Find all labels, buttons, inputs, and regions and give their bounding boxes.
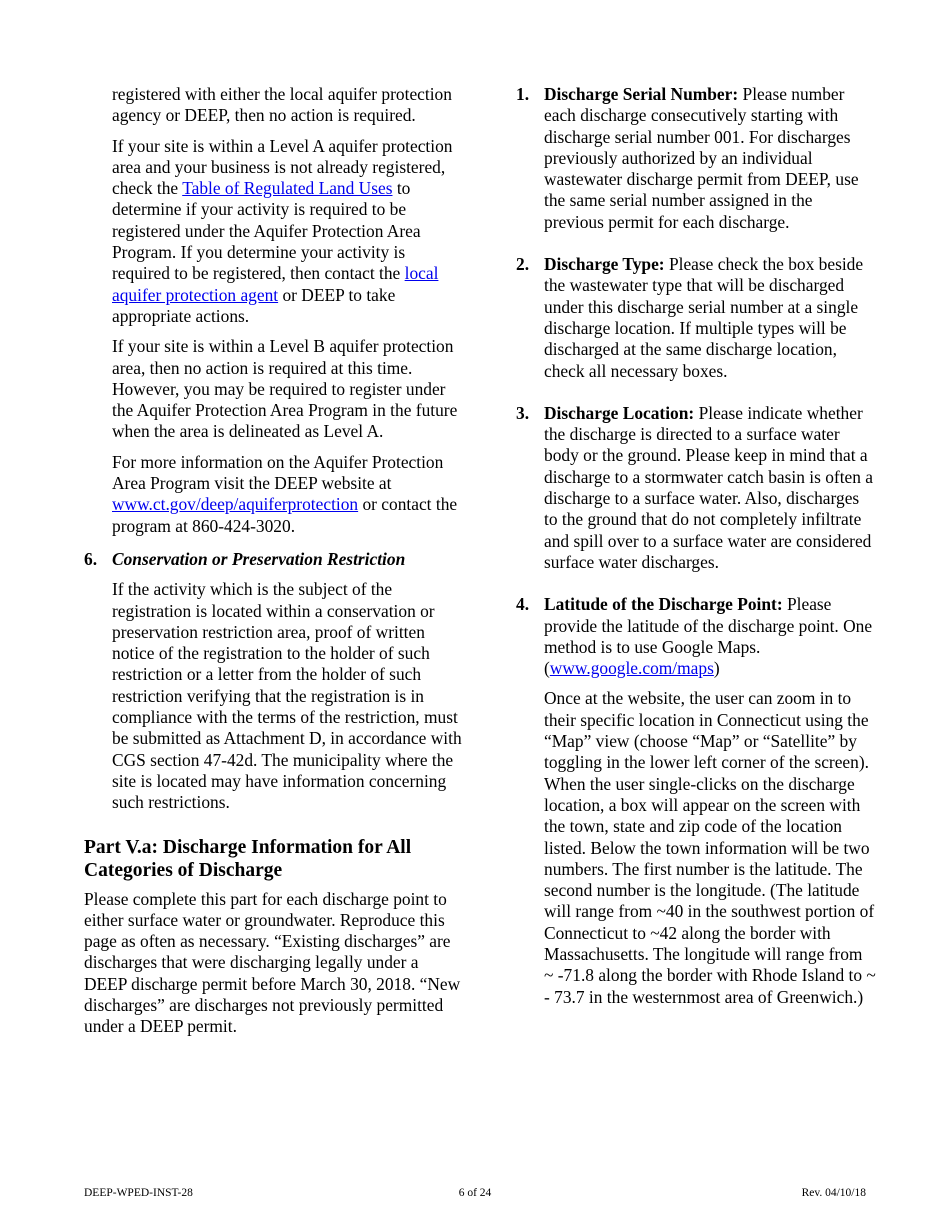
footer-doc-id: DEEP-WPED-INST-28 (84, 1187, 193, 1199)
item-4-number: 4. (516, 594, 530, 615)
level-a-paragraph: If your site is within a Level A aquifer protection area and your business is not already registered, check the Table of Regulated Land Uses to determine if your activity is required to be registered under the Aquifer Protection Area Program. If you determine your activity is required to be registered, then contact the local aquifer protection agent or DEEP to take appropriate actions. (112, 135, 453, 326)
item-3-text: Discharge Location: Please indicate whether the discharge is directed to a surface water body or the ground. Please keep in mind that a discharge to a stormwater catch basin is often a discharge to a surface water. Also, discharges to the ground that do not completely infiltrate and spill over to a surface water are considered surface water discharges. (544, 402, 874, 572)
instruction-item-2 (516, 254, 876, 382)
item-2-text: Discharge Type: Please check the box beside the wastewater type that will be discharged under this discharge serial number at a single discharge location. If multiple types will be discharged at the same discharge location, check all necessary boxes. (544, 254, 864, 381)
part-va-body: Please complete this part for each discharge point to either surface water or groundwater. Reproduce this page as often as necessary. “Existing discharges” are discharges that were discharging legally under a DEEP discharge permit before March 30, 2018. “New discharges” are discharges not previously permitted under a DEEP permit. (84, 888, 461, 1037)
item-4-paragraph: Once at the website, the user can zoom in to their specific location in Connecticut using the “Map” view (choose “Map” or “Satellite” by toggling in the lower left corner of the screen). When the user single-clicks on the discharge location, a box will appear on the screen with the town, state and zip code of the location listed. Below the town information will be two numbers. The first number is the latitude. The second number is the longitude. (The latitude will range from ~40 in the southwest portion of Connecticut to ~42 along the border with Massachusetts. The longitude will range from ~ -71.8 along the border with Rhode Island to ~ - 73.7 in the westernmost area of Greenwich.) (544, 688, 876, 1007)
left-column (84, 84, 464, 1038)
right-column (516, 84, 876, 1008)
item-2-title: Discharge Type: (544, 254, 665, 275)
instruction-item-4 (516, 594, 876, 1008)
part-va-heading: Part V.a: Discharge Information for All Categories of Discharge (84, 836, 412, 881)
section-6-title: Conservation or Preservation Restriction (112, 548, 406, 569)
item-3-title: Discharge Location: (544, 402, 695, 423)
item-2-number: 2. (516, 254, 530, 275)
local-aquifer-protection-agent-link[interactable]: local aquifer protection agent (112, 263, 439, 305)
item-1-number: 1. (516, 84, 530, 104)
aquifer-protection-website-link[interactable]: www.ct.gov/deep/aquiferprotection (112, 494, 359, 515)
item-1-title: Discharge Serial Number: (544, 84, 739, 104)
google-maps-link[interactable]: www.google.com/maps (549, 658, 714, 679)
aquifer-paragraph-end: registered with either the local aquifer protection agency or DEEP, then no action is required. (112, 84, 452, 126)
section-6-number: 6. (84, 548, 98, 569)
more-info-paragraph: For more information on the Aquifer Protection Area Program visit the DEEP website at www.ct.gov/deep/aquiferprotection or contact the program at 860-424-3020. (112, 451, 458, 536)
footer-page-number: 6 of 24 (458, 1187, 492, 1199)
section-6-body: If the activity which is the subject of the registration is located within a conservation or preservation restriction area, proof of written notice of the registration to the holder of such restriction or a letter from the holder of such restriction verifying that the registration is in compliance with the terms of the restriction, must be submitted as Attachment D, in accordance with CGS section 47-42d. The municipality where the site is located may have information concerning such restrictions. (112, 579, 462, 813)
section-6 (84, 549, 464, 814)
item-4-title: Latitude of the Discharge Point: (544, 594, 783, 615)
item-3-number: 3. (516, 402, 530, 423)
footer-revision: Rev. 04/10/18 (801, 1187, 866, 1199)
instruction-item-3 (516, 403, 876, 573)
level-b-paragraph: If your site is within a Level B aquifer protection area, then no action is required at this time. However, you may be required to register under the Aquifer Protection Area Program in the future when the area is delineated as Level A. (112, 336, 458, 442)
item-4-text: Latitude of the Discharge Point: Please provide the latitude of the discharge point. One method is to use Google Maps. (www.google.com/maps) (544, 594, 873, 679)
item-1-text: Discharge Serial Number: Please number each discharge consecutively starting with discharge serial number 001. For discharges previously authorized by an individual wastewater discharge permit from DEEP, use the same serial number assigned in the previous permit for each discharge. (544, 84, 859, 232)
table-of-regulated-land-uses-link[interactable]: Table of Regulated Land Uses (182, 178, 393, 199)
instruction-item-1 (516, 84, 876, 233)
